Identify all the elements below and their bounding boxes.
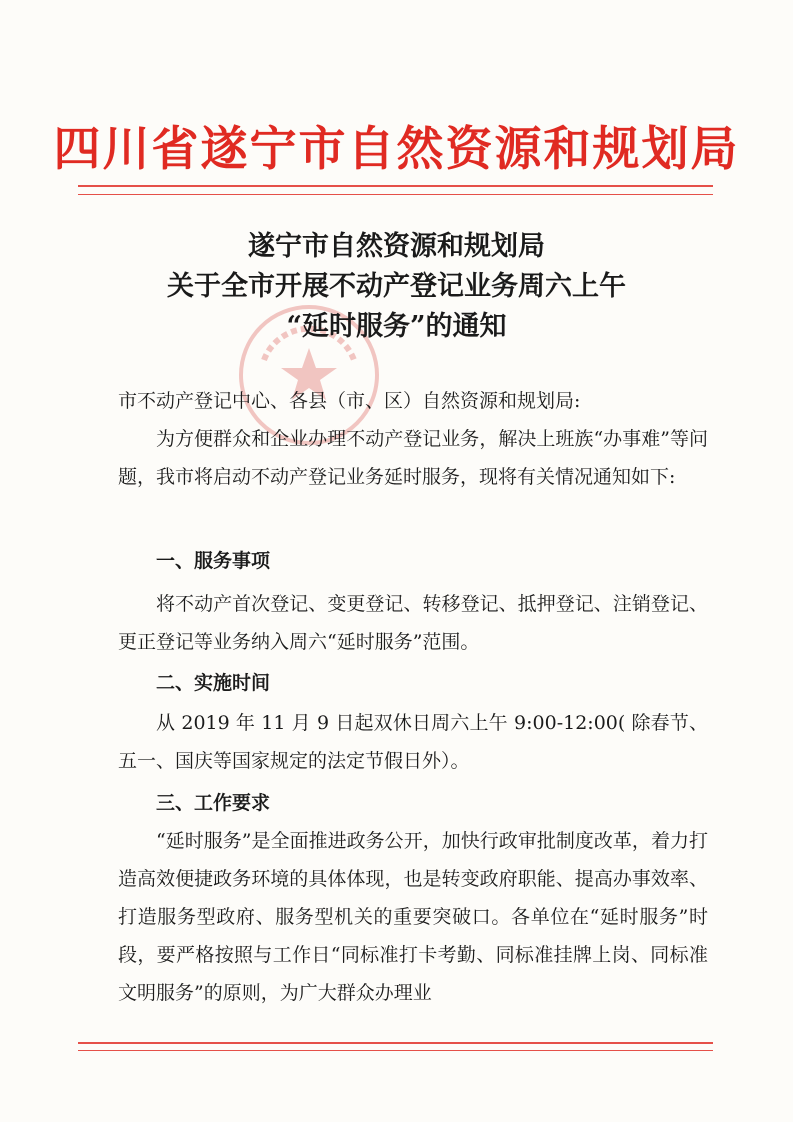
section-body: 将不动产首次登记、变更登记、转移登记、抵押登记、注销登记、更正登记等业务纳入周六“延时服务”范围。 [118,593,708,653]
notice-title-line-2: 关于全市开展不动产登记业务周六上午 [167,271,626,302]
footer-rule [78,1042,713,1044]
letterhead-org-name: 四川省遂宁市自然资源和规划局 [53,122,740,177]
section-body: 从 2019 年 11 月 9 日起双休日周六上午 9:00-12:00( 除春节、五一、国庆等国家规定的法定节假日外）。 [118,712,708,772]
letterhead-rule-thin [78,194,713,195]
notice-title-line-3: “延时服务”的通知 [286,311,507,342]
letterhead-rule [78,185,713,187]
salutation: 市不动产登记中心、各县（市、区）自然资源和规划局: [118,390,581,412]
section-heading: 一、服务事项 [156,550,271,572]
section-heading: 三、工作要求 [156,792,271,814]
section-body: “延时服务”是全面推进政务公开，加快行政审批制度改革，着力打造高效便捷政务环境的具体体现，也是转变政府职能、提高办事效率、打造服务型政府、服务型机关的重要突破口。各单位在“延时服务”时段，要严格按照与工作日“同标准打卡考勤、同标准挂牌上岗、同标准文明服务”的原则，为广大群众办理业 [118,830,708,1004]
section-heading: 二、实施时间 [156,672,271,694]
notice-title-line-1: 遂宁市自然资源和规划局 [248,231,545,262]
footer-rule-thin [78,1050,713,1051]
intro-paragraph: 为方便群众和企业办理不动产登记业务，解决上班族“办事难”等问题，我市将启动不动产登记业务延时服务，现将有关情况通知如下: [118,428,708,488]
